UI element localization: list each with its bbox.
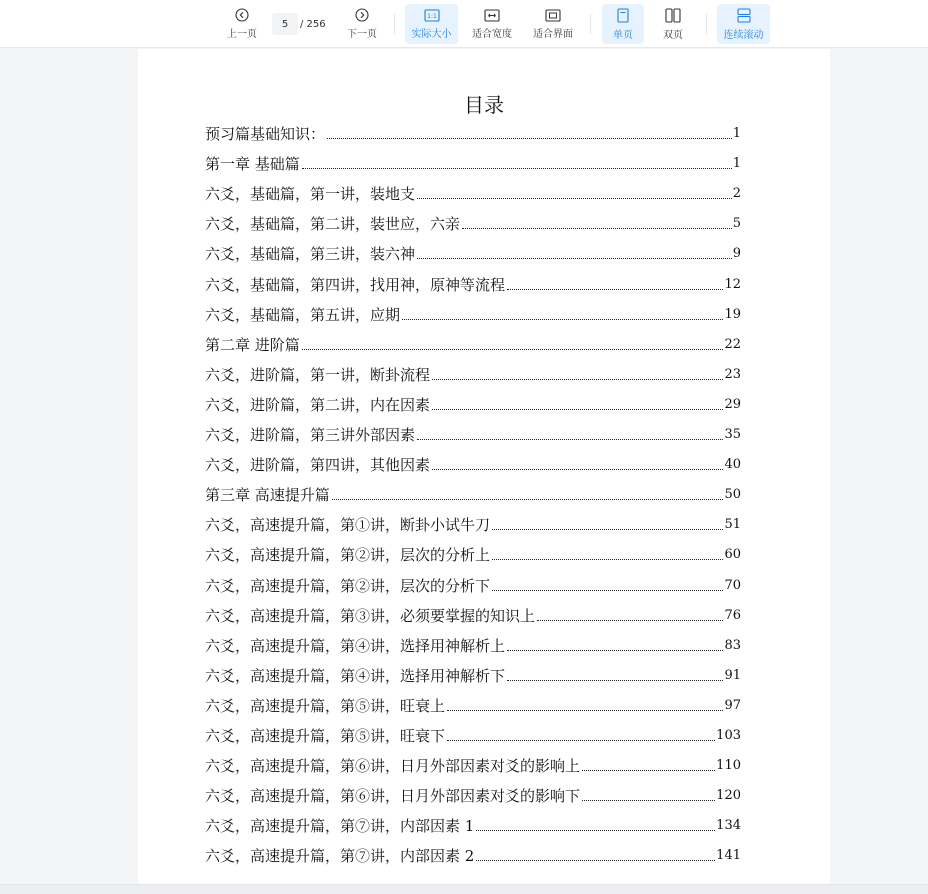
toc-entry-page: 51 <box>724 517 741 533</box>
toc-entry-title: 六爻，进阶篇，第三讲外部因素 <box>205 426 416 444</box>
toc-entry[interactable] <box>205 633 741 655</box>
prev-page-label: 上一页 <box>227 29 257 40</box>
toc-entry[interactable] <box>205 512 741 534</box>
toc-entry[interactable] <box>205 422 741 444</box>
toc-entry-page: 103 <box>716 728 741 743</box>
toc-entry-title: 第二章 进阶篇 <box>205 335 300 354</box>
toc-entry-page: 141 <box>716 848 741 864</box>
toc-leader-dots <box>582 770 715 771</box>
toc-entry-title: 六爻，高速提升篇，第⑥讲，日月外部因素对爻的影响上 <box>205 757 581 776</box>
toc-leader-dots <box>327 138 732 139</box>
toc-entry-page: 35 <box>724 427 741 442</box>
toc-leader-dots <box>507 680 723 681</box>
toolbar <box>0 0 928 48</box>
toc-leader-dots <box>332 499 724 500</box>
toc-entry[interactable] <box>205 241 741 263</box>
page-indicator <box>272 13 334 35</box>
toc-entry[interactable] <box>205 392 741 414</box>
toc-entry[interactable] <box>205 272 741 294</box>
toc-entry[interactable] <box>205 843 741 865</box>
toc-leader-dots <box>447 740 715 741</box>
toc-entry-title: 第三章 高速提升篇 <box>205 486 330 505</box>
toc-entry-title: 第一章 基础篇 <box>205 155 300 174</box>
toc-leader-dots <box>302 168 732 169</box>
toc-entry-title: 预习篇基础知识： <box>205 125 326 143</box>
next-page-label: 下一页 <box>347 29 377 40</box>
page-number-input[interactable] <box>272 13 298 35</box>
toc-entry-title: 六爻，进阶篇，第四讲，其他因素 <box>205 456 431 475</box>
toc-entry-page: 40 <box>724 457 741 473</box>
toc-leader-dots <box>507 289 723 290</box>
chevron-left-circle-icon <box>235 8 249 22</box>
toc-leader-dots <box>417 439 723 440</box>
toolbar-divider <box>706 14 707 34</box>
single-page-icon <box>617 8 629 23</box>
toc-entry-page: 9 <box>732 246 741 262</box>
toc-leader-dots <box>432 469 723 470</box>
toc-entry-page: 1 <box>732 156 741 172</box>
toc-entry-title: 六爻，高速提升篇，第⑦讲，内部因素 2 <box>205 847 475 866</box>
next-page-button[interactable] <box>342 4 382 44</box>
toc-entry[interactable] <box>205 302 741 324</box>
toc-leader-dots <box>476 830 715 831</box>
toc-entry[interactable] <box>205 211 741 233</box>
toc-entry-page: 1 <box>732 126 741 141</box>
chevron-right-circle-icon <box>355 8 369 22</box>
toolbar-divider <box>590 14 591 34</box>
toc-entry-title: 六爻，高速提升篇，第⑤讲，旺衰上 <box>205 696 446 715</box>
fit-page-icon <box>545 9 561 22</box>
toc-entry[interactable] <box>205 362 741 384</box>
toc-entry-page: 2 <box>732 186 741 202</box>
toc-leader-dots <box>447 710 723 711</box>
horizontal-scrollbar[interactable] <box>0 884 928 894</box>
fit-width-label: 适合宽度 <box>472 28 512 40</box>
toc-entry-title: 六爻，进阶篇，第一讲，断卦流程 <box>205 365 431 384</box>
toc-entry-page: 91 <box>724 667 741 683</box>
toc-entry-page: 5 <box>732 216 741 232</box>
toc-entry-title: 六爻，进阶篇，第二讲，内在因素 <box>205 395 431 414</box>
toc-leader-dots <box>432 409 723 410</box>
toc-entry-page: 50 <box>724 487 741 503</box>
toc-leader-dots <box>402 319 723 320</box>
toc-entry[interactable] <box>205 121 741 143</box>
continuous-scroll-label: 连续滚动 <box>723 29 764 41</box>
prev-page-button[interactable] <box>222 4 262 44</box>
toc-entry-title: 六爻，高速提升篇，第⑥讲，日月外部因素对爻的影响下 <box>205 787 581 806</box>
svg-text:1:1: 1:1 <box>426 12 437 20</box>
toc-entry[interactable] <box>205 813 741 835</box>
fit-page-label: 适合界面 <box>533 28 573 40</box>
double-page-icon <box>665 8 681 23</box>
toc-entry[interactable] <box>205 542 741 564</box>
fit-width-icon <box>484 9 500 22</box>
toc-entry[interactable] <box>205 482 741 504</box>
toc-leader-dots <box>476 860 715 861</box>
toc-entry[interactable] <box>205 332 741 354</box>
toc-entry-title: 六爻，高速提升篇，第③讲，必须要掌握的知识上 <box>205 606 536 625</box>
toc-entry-page: 19 <box>724 306 741 322</box>
toc-entry[interactable] <box>205 723 741 745</box>
toc-leader-dots <box>507 650 723 651</box>
toc-leader-dots <box>582 800 715 801</box>
toc-entry-page: 12 <box>724 276 741 292</box>
toc-entry[interactable] <box>205 181 741 203</box>
toc-leader-dots <box>537 620 723 621</box>
page-total: / 256 <box>300 18 326 30</box>
toc-entry-title: 六爻，基础篇，第一讲，装地支 <box>205 185 416 204</box>
toc-leader-dots <box>417 258 732 259</box>
toc-entry[interactable] <box>205 603 741 625</box>
toc-leader-dots <box>462 228 732 229</box>
toc-entry-title: 六爻，基础篇，第五讲，应期 <box>205 305 401 324</box>
toc-entry[interactable] <box>205 693 741 715</box>
toc-entry-page: 97 <box>724 697 741 713</box>
toc-entry-title: 六爻，高速提升篇，第②讲，层次的分析下 <box>205 576 491 595</box>
toc-entry-title: 六爻，高速提升篇，第②讲，层次的分析上 <box>205 546 491 565</box>
actual-size-button[interactable] <box>405 4 458 44</box>
toc-entry-page: 134 <box>716 818 741 834</box>
double-page-label: 双页 <box>663 29 683 41</box>
toc-entry-title: 六爻，高速提升篇，第⑤讲，旺衰下 <box>205 727 446 745</box>
toc-leader-dots <box>417 198 732 199</box>
toc-entry-page: 110 <box>716 758 741 774</box>
toc-leader-dots <box>492 590 723 591</box>
toc-leader-dots <box>492 529 723 530</box>
toc-entry[interactable] <box>205 452 741 474</box>
toc-entry[interactable] <box>205 663 741 685</box>
toc-entry-page: 120 <box>716 788 741 804</box>
toc-entry-title: 六爻，高速提升篇，第④讲，选择用神解析上 <box>205 636 506 655</box>
fit-width-button[interactable] <box>466 4 518 44</box>
toc-leader-dots <box>432 379 723 380</box>
toc-entry[interactable] <box>205 783 741 805</box>
toc-entry-page: 29 <box>724 396 741 412</box>
toc-entry-title: 六爻，高速提升篇，第④讲，选择用神解析下 <box>205 666 506 685</box>
toc-title: 目录 <box>464 93 504 117</box>
toc-entry-page: 22 <box>724 336 741 352</box>
single-page-label: 单页 <box>613 29 633 41</box>
toc-entry-title: 六爻，高速提升篇，第⑦讲，内部因素 1 <box>205 817 475 836</box>
toc-entry-page: 70 <box>724 577 741 593</box>
toc-entry-title: 六爻，基础篇，第二讲，装世应，六亲 <box>205 215 461 234</box>
toc-entry-title: 六爻，基础篇，第四讲，找用神，原神等流程 <box>205 275 506 294</box>
actual-size-icon <box>424 9 440 22</box>
document-viewer[interactable] <box>0 49 928 894</box>
toc-entry[interactable] <box>205 753 741 775</box>
toc-leader-dots <box>302 349 724 350</box>
toc-entry-title: 六爻，高速提升篇，第①讲，断卦小试牛刀 <box>205 516 491 535</box>
toc-entry[interactable] <box>205 573 741 595</box>
toc-entry-page: 23 <box>724 366 741 382</box>
toc-entry-page: 76 <box>724 607 741 623</box>
double-page-button[interactable] <box>652 4 694 44</box>
toc-leader-dots <box>492 559 723 560</box>
fit-page-button[interactable] <box>527 4 579 44</box>
continuous-scroll-button[interactable] <box>717 4 770 44</box>
toc-entry-page: 60 <box>724 547 741 563</box>
document-page <box>138 49 830 885</box>
toolbar-divider <box>394 14 395 34</box>
continuous-scroll-icon <box>737 8 751 23</box>
single-page-button[interactable] <box>602 4 644 44</box>
actual-size-label: 实际大小 <box>411 28 452 40</box>
toc-entry-title: 六爻，基础篇，第三讲，装六神 <box>205 245 416 264</box>
toc-entry[interactable] <box>205 151 741 173</box>
toc-entry-page: 83 <box>724 637 741 653</box>
